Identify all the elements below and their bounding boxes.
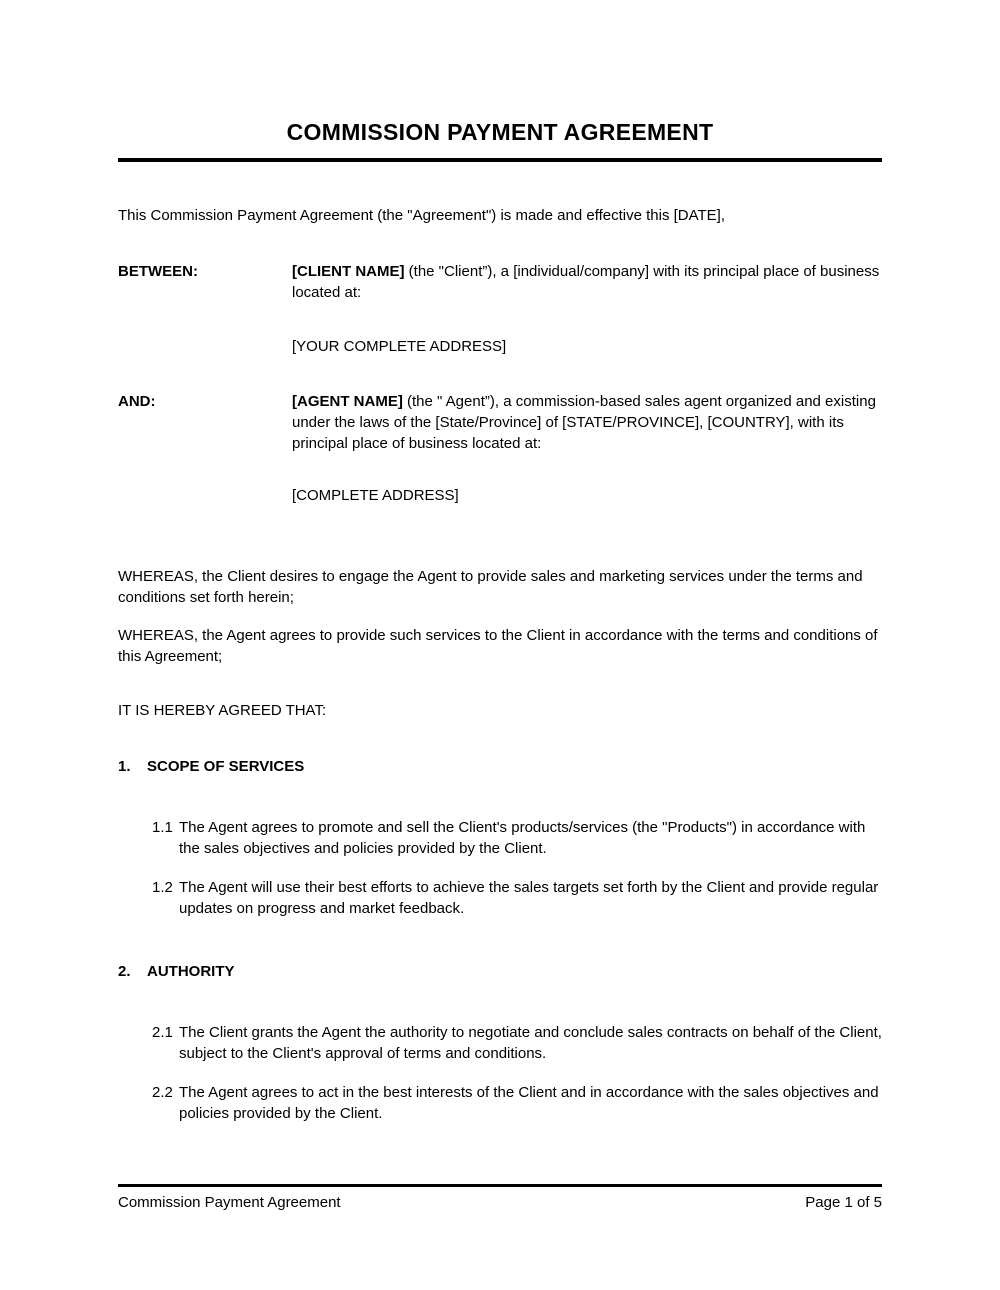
title-rule <box>118 158 882 162</box>
party-description <box>292 391 882 454</box>
clause-row <box>152 1022 882 1064</box>
clause-text: The Agent agrees to promote and sell the Client's products/services (the "Products") in accordance with the sales objectives and policies provided by the Client. <box>179 819 866 857</box>
clause-row <box>152 1082 882 1124</box>
footer-document-title: Commission Payment Agreement <box>118 1194 341 1211</box>
clause-text: The Agent agrees to act in the best interests of the Client and in accordance with the sales objectives and policies provided by the Client. <box>179 1084 879 1122</box>
party-description-text: (the "Client”), a [individual/company] with its principal place of business located at: <box>292 263 880 301</box>
page-footer <box>118 1184 882 1213</box>
party-address: [YOUR COMPLETE ADDRESS] <box>292 338 507 355</box>
recital-paragraph: WHEREAS, the Client desires to engage the Agent to provide sales and marketing services under the terms and conditions set forth herein; <box>118 568 863 606</box>
party-description-text: (the " Agent”), a commission-based sales agent organized and existing under the laws of the [State/Province] of [STATE/PROVINCE], [COUNTRY], with its principal place of business located at: <box>292 393 876 452</box>
clause-number: 2.2 <box>152 1084 173 1101</box>
section-title: AUTHORITY <box>147 963 235 980</box>
section-heading-scope-of-services <box>118 756 882 777</box>
clause-row <box>152 817 882 859</box>
footer-page-number: Page 1 of 5 <box>805 1194 882 1211</box>
party-row-between <box>118 261 882 303</box>
party-address: [COMPLETE ADDRESS] <box>292 487 459 504</box>
party-name: [AGENT NAME] <box>292 393 403 410</box>
page-title: COMMISSION PAYMENT AGREEMENT <box>286 119 714 145</box>
clause-number: 1.1 <box>152 819 173 836</box>
clause-text: The Agent will use their best efforts to achieve the sales targets set forth by the Client and provide regular updates on progress and market feedback. <box>179 879 879 917</box>
recital-paragraph: WHEREAS, the Agent agrees to provide such services to the Client in accordance with the terms and conditions of this Agreement; <box>118 627 878 665</box>
section-heading-authority <box>118 961 882 982</box>
party-description <box>292 261 882 303</box>
party-row-and <box>118 391 882 454</box>
agreed-paragraph: IT IS HEREBY AGREED THAT: <box>118 702 327 719</box>
section-number: 2. <box>118 963 131 980</box>
party-label: BETWEEN: <box>118 263 198 280</box>
clause-row <box>152 877 882 919</box>
clause-text: The Client grants the Agent the authority to negotiate and conclude sales contracts on behalf of the Client, subject to the Client's approval of terms and conditions. <box>179 1024 882 1062</box>
section-title: SCOPE OF SERVICES <box>147 758 305 775</box>
clause-number: 2.1 <box>152 1024 173 1041</box>
intro-paragraph: This Commission Payment Agreement (the "Agreement") is made and effective this [DATE], <box>118 207 726 224</box>
clause-number: 1.2 <box>152 879 173 896</box>
party-name: [CLIENT NAME] <box>292 263 405 280</box>
party-label: AND: <box>118 393 156 410</box>
section-number: 1. <box>118 758 131 775</box>
